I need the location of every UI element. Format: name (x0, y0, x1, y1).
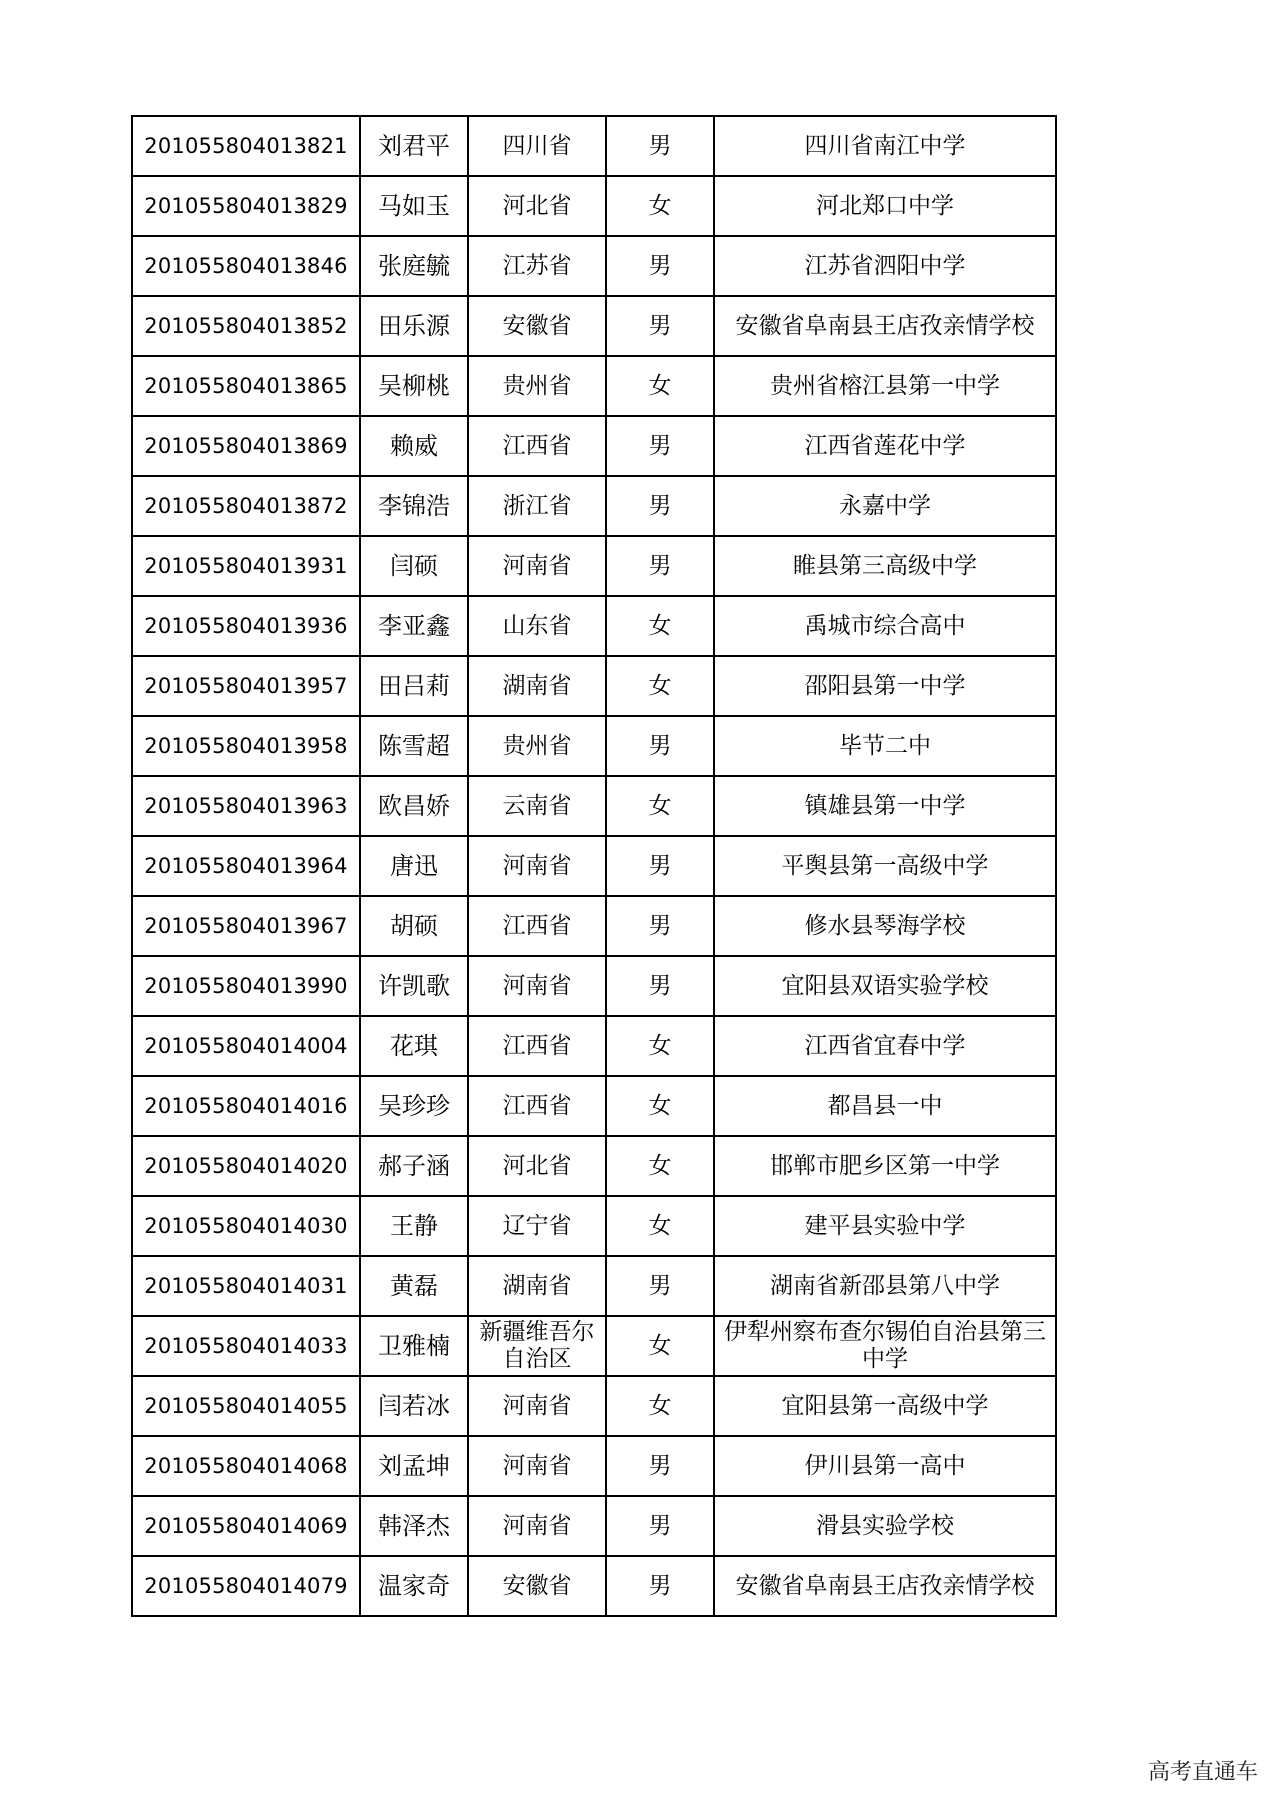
gender-cell: 男 (606, 956, 714, 1016)
student-id-cell: 201055804013821 (132, 116, 360, 176)
student-id-cell: 201055804013964 (132, 836, 360, 896)
province-cell: 江西省 (468, 1076, 606, 1136)
gender-cell: 女 (606, 356, 714, 416)
gender-cell: 女 (606, 1016, 714, 1076)
table-row (132, 956, 1056, 1016)
student-id-cell: 201055804013829 (132, 176, 360, 236)
gender-cell: 男 (606, 296, 714, 356)
school-cell: 安徽省阜南县王店孜亲情学校 (714, 296, 1056, 356)
school-cell: 宜阳县第一高级中学 (714, 1376, 1056, 1436)
gender-cell: 女 (606, 776, 714, 836)
school-cell: 江苏省泗阳中学 (714, 236, 1056, 296)
student-name-cell: 赖威 (360, 416, 468, 476)
gender-cell: 女 (606, 1136, 714, 1196)
gender-cell: 女 (606, 656, 714, 716)
student-name-cell: 马如玉 (360, 176, 468, 236)
student-name-cell: 闫硕 (360, 536, 468, 596)
student-name-cell: 陈雪超 (360, 716, 468, 776)
school-cell: 禹城市综合高中 (714, 596, 1056, 656)
student-name-cell: 黄磊 (360, 1256, 468, 1316)
table-row (132, 356, 1056, 416)
province-cell: 贵州省 (468, 716, 606, 776)
student-name-cell: 吴珍珍 (360, 1076, 468, 1136)
student-roster-table (131, 115, 1057, 1617)
table-row (132, 1496, 1056, 1556)
province-cell: 湖南省 (468, 656, 606, 716)
student-name-cell: 张庭毓 (360, 236, 468, 296)
school-cell: 都昌县一中 (714, 1076, 1056, 1136)
student-id-cell: 201055804014055 (132, 1376, 360, 1436)
school-cell: 睢县第三高级中学 (714, 536, 1056, 596)
student-id-cell: 201055804014004 (132, 1016, 360, 1076)
gender-cell: 女 (606, 1196, 714, 1256)
student-name-cell: 卫雅楠 (360, 1316, 468, 1376)
table-row (132, 716, 1056, 776)
student-name-cell: 郝子涵 (360, 1136, 468, 1196)
table-row (132, 416, 1056, 476)
province-cell: 安徽省 (468, 1556, 606, 1616)
student-id-cell: 201055804013869 (132, 416, 360, 476)
school-cell: 伊犁州察布查尔锡伯自治县第三中学 (714, 1316, 1056, 1376)
student-id-cell: 201055804014020 (132, 1136, 360, 1196)
student-name-cell: 欧昌娇 (360, 776, 468, 836)
gender-cell: 女 (606, 596, 714, 656)
province-cell: 江西省 (468, 1016, 606, 1076)
gender-cell: 男 (606, 476, 714, 536)
gender-cell: 男 (606, 1256, 714, 1316)
province-cell: 安徽省 (468, 296, 606, 356)
table-row (132, 1016, 1056, 1076)
province-cell: 河南省 (468, 1496, 606, 1556)
student-id-cell: 201055804013852 (132, 296, 360, 356)
student-id-cell: 201055804013846 (132, 236, 360, 296)
student-id-cell: 201055804014069 (132, 1496, 360, 1556)
student-name-cell: 闫若冰 (360, 1376, 468, 1436)
gender-cell: 男 (606, 1496, 714, 1556)
province-cell: 河南省 (468, 956, 606, 1016)
school-cell: 平舆县第一高级中学 (714, 836, 1056, 896)
school-cell: 伊川县第一高中 (714, 1436, 1056, 1496)
school-cell: 宜阳县双语实验学校 (714, 956, 1056, 1016)
student-id-cell: 201055804013872 (132, 476, 360, 536)
province-cell: 云南省 (468, 776, 606, 836)
province-cell: 浙江省 (468, 476, 606, 536)
watermark-text: 高考直通车 (1147, 1760, 1258, 1785)
table-body (132, 116, 1056, 1616)
table-row (132, 236, 1056, 296)
school-cell: 邯郸市肥乡区第一中学 (714, 1136, 1056, 1196)
school-cell: 江西省宜春中学 (714, 1016, 1056, 1076)
student-id-cell: 201055804014016 (132, 1076, 360, 1136)
table-row (132, 776, 1056, 836)
school-cell: 毕节二中 (714, 716, 1056, 776)
student-id-cell: 201055804014031 (132, 1256, 360, 1316)
gender-cell: 男 (606, 236, 714, 296)
table-row (132, 1376, 1056, 1436)
student-id-cell: 201055804013936 (132, 596, 360, 656)
student-name-cell: 王静 (360, 1196, 468, 1256)
school-cell: 河北郑口中学 (714, 176, 1056, 236)
student-name-cell: 田吕莉 (360, 656, 468, 716)
school-cell: 邵阳县第一中学 (714, 656, 1056, 716)
table-row (132, 536, 1056, 596)
table-row (132, 296, 1056, 356)
table-row (132, 1436, 1056, 1496)
student-name-cell: 唐迅 (360, 836, 468, 896)
student-name-cell: 李亚鑫 (360, 596, 468, 656)
table-row (132, 1316, 1056, 1376)
gender-cell: 女 (606, 1316, 714, 1376)
table-row (132, 1556, 1056, 1616)
province-cell: 贵州省 (468, 356, 606, 416)
school-cell: 湖南省新邵县第八中学 (714, 1256, 1056, 1316)
school-cell: 江西省莲花中学 (714, 416, 1056, 476)
student-id-cell: 201055804014033 (132, 1316, 360, 1376)
gender-cell: 男 (606, 116, 714, 176)
gender-cell: 男 (606, 896, 714, 956)
table-row (132, 476, 1056, 536)
student-name-cell: 李锦浩 (360, 476, 468, 536)
table-row (132, 1076, 1056, 1136)
student-id-cell: 201055804013990 (132, 956, 360, 1016)
student-name-cell: 田乐源 (360, 296, 468, 356)
province-cell: 四川省 (468, 116, 606, 176)
province-cell: 山东省 (468, 596, 606, 656)
gender-cell: 女 (606, 1076, 714, 1136)
student-id-cell: 201055804014030 (132, 1196, 360, 1256)
student-name-cell: 刘孟坤 (360, 1436, 468, 1496)
table-row (132, 596, 1056, 656)
gender-cell: 男 (606, 416, 714, 476)
student-id-cell: 201055804013931 (132, 536, 360, 596)
gender-cell: 女 (606, 1376, 714, 1436)
gender-cell: 男 (606, 836, 714, 896)
student-id-cell: 201055804013865 (132, 356, 360, 416)
school-cell: 贵州省榕江县第一中学 (714, 356, 1056, 416)
gender-cell: 女 (606, 176, 714, 236)
student-id-cell: 201055804013963 (132, 776, 360, 836)
province-cell: 湖南省 (468, 1256, 606, 1316)
table-row (132, 176, 1056, 236)
province-cell: 江西省 (468, 416, 606, 476)
gender-cell: 男 (606, 716, 714, 776)
gender-cell: 男 (606, 536, 714, 596)
school-cell: 四川省南江中学 (714, 116, 1056, 176)
student-name-cell: 温家奇 (360, 1556, 468, 1616)
province-cell: 河南省 (468, 1376, 606, 1436)
gender-cell: 男 (606, 1556, 714, 1616)
student-name-cell: 花琪 (360, 1016, 468, 1076)
student-name-cell: 许凯歌 (360, 956, 468, 1016)
student-id-cell: 201055804014079 (132, 1556, 360, 1616)
student-id-cell: 201055804013957 (132, 656, 360, 716)
province-cell: 河南省 (468, 1436, 606, 1496)
province-cell: 辽宁省 (468, 1196, 606, 1256)
student-id-cell: 201055804013967 (132, 896, 360, 956)
school-cell: 修水县琴海学校 (714, 896, 1056, 956)
school-cell: 安徽省阜南县王店孜亲情学校 (714, 1556, 1056, 1616)
province-cell: 江西省 (468, 896, 606, 956)
student-name-cell: 韩泽杰 (360, 1496, 468, 1556)
province-cell: 河南省 (468, 536, 606, 596)
school-cell: 建平县实验中学 (714, 1196, 1056, 1256)
student-id-cell: 201055804013958 (132, 716, 360, 776)
province-cell: 河北省 (468, 1136, 606, 1196)
province-cell: 河北省 (468, 176, 606, 236)
table-row (132, 1256, 1056, 1316)
student-name-cell: 胡硕 (360, 896, 468, 956)
gender-cell: 男 (606, 1436, 714, 1496)
student-id-cell: 201055804014068 (132, 1436, 360, 1496)
table-row (132, 836, 1056, 896)
province-cell: 江苏省 (468, 236, 606, 296)
province-cell: 新疆维吾尔自治区 (468, 1316, 606, 1376)
school-cell: 滑县实验学校 (714, 1496, 1056, 1556)
province-cell: 河南省 (468, 836, 606, 896)
school-cell: 镇雄县第一中学 (714, 776, 1056, 836)
table-row (132, 1196, 1056, 1256)
student-name-cell: 刘君平 (360, 116, 468, 176)
school-cell: 永嘉中学 (714, 476, 1056, 536)
table-row (132, 1136, 1056, 1196)
table-row (132, 656, 1056, 716)
table-row (132, 896, 1056, 956)
table-row (132, 116, 1056, 176)
student-name-cell: 吴柳桃 (360, 356, 468, 416)
